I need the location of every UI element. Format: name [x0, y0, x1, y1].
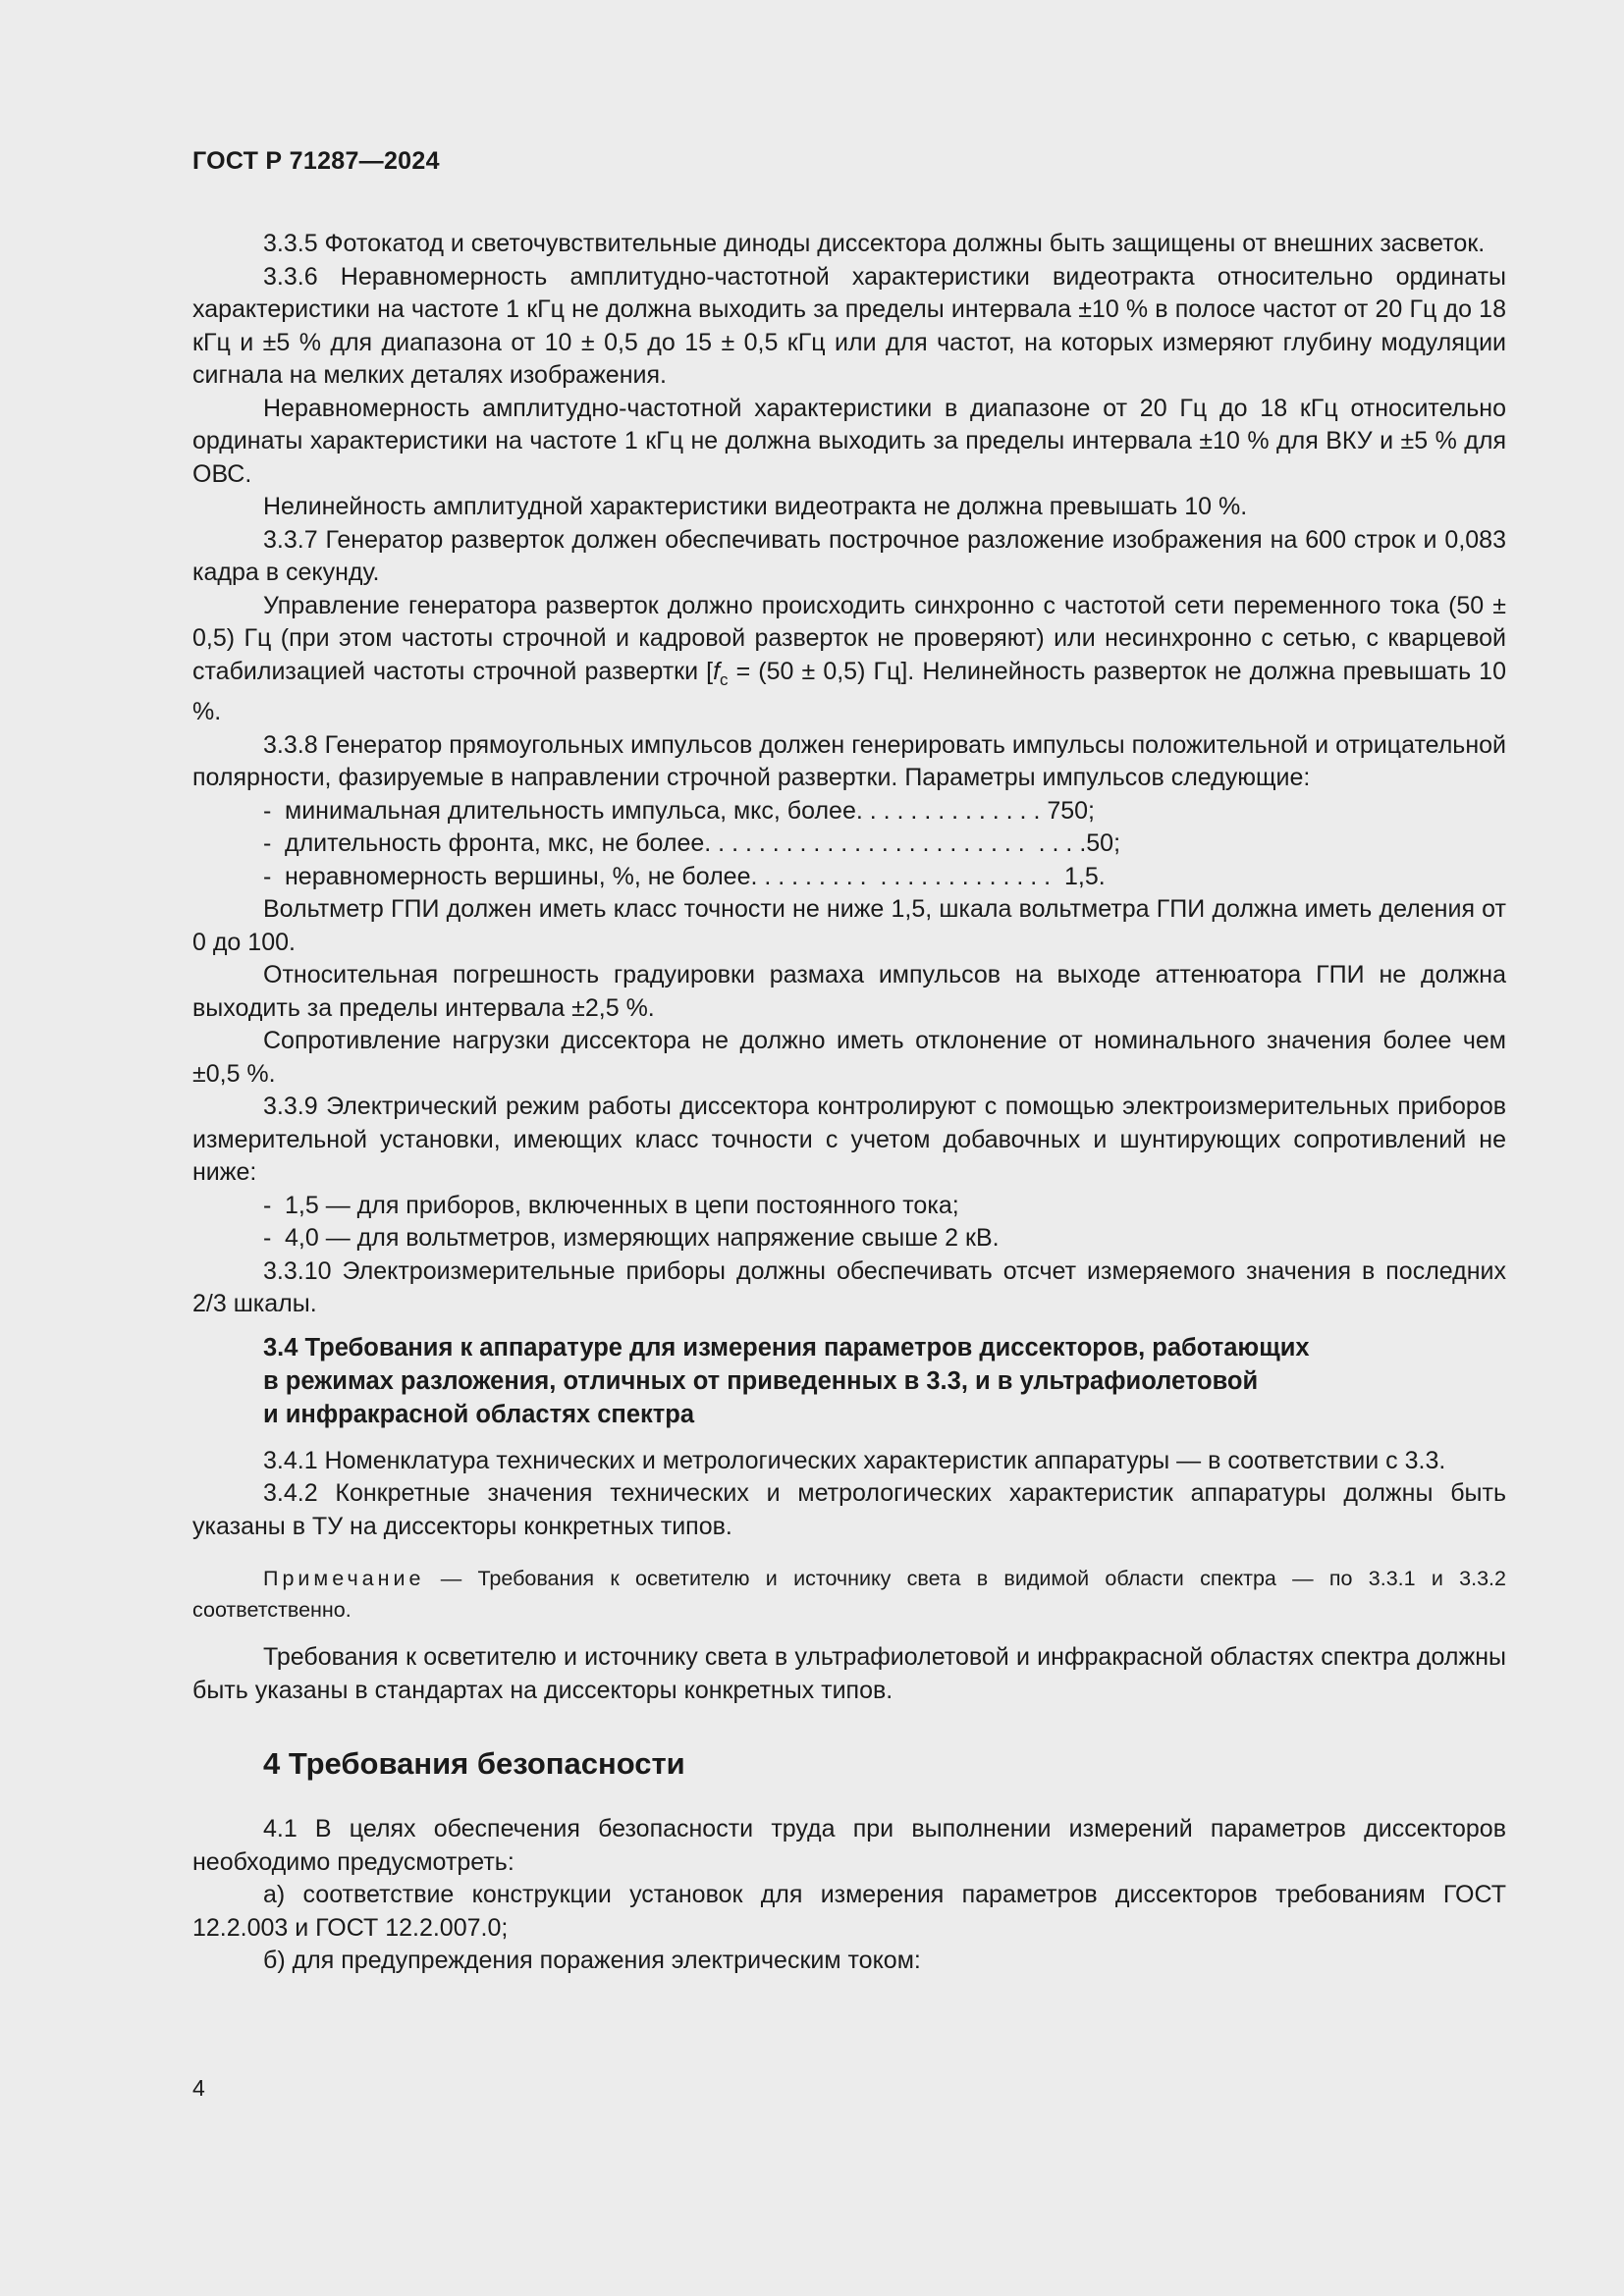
list-item-text: неравномерность вершины, %, не более. . . . . . . . . . . . . . . . . . . . . . 1,5. — [285, 862, 1106, 890]
list-item-text: 1,5 — для приборов, включенных в цепи постоянного тока; — [285, 1191, 959, 1219]
list-item: - 1,5 — для приборов, включенных в цепи постоянного тока; — [263, 1191, 959, 1219]
section-3-4-heading-line: и инфракрасной областях спектра — [263, 1400, 695, 1428]
paragraph-4-1-b: б) для предупреждения поражения электрическим током: — [263, 1947, 921, 1974]
paragraph-voltmeter: Вольтметр ГПИ должен иметь класс точности не ниже 1,5, шкала вольтметра ГПИ должна иметь деления от 0 до 100. — [192, 895, 1506, 956]
sync-text-before: Управление генератора разверток должно происходить синхронно с частотой сети переменного тока (50 ± 0,5) Гц (при этом частоты строчной и кадровой разверток не проверяют) или несинхронно с сетью, с кварцевой стабилизацией частоты строчной развертки [ — [192, 591, 1506, 685]
section-3-4-heading — [263, 1331, 1506, 1431]
paragraph-sync-control — [192, 590, 1506, 729]
page-number: 4 — [192, 2075, 205, 2101]
sync-text-after: = (50 ± 0,5) Гц]. Нелинейность разверток не должна превышать 10 %. — [192, 657, 1506, 725]
document-body — [192, 228, 1506, 1978]
paragraph-3-3-8: 3.3.8 Генератор прямоугольных импульсов должен генерировать импульсы положительной и отрицательной полярности, фазируемые в направлении строчной развертки. Параметры импульсов следующие: — [192, 730, 1506, 791]
list-item: - неравномерность вершины, %, не более. . . . . . . . . . . . . . . . . . . . . . 1,5. — [263, 862, 1106, 890]
document-code-header: ГОСТ Р 71287—2024 — [192, 147, 440, 175]
paragraph-4-1-a: а) соответствие конструкции установок для измерения параметров диссекторов требованиям ГОСТ 12.2.003 и ГОСТ 12.2.007.0; — [192, 1881, 1506, 1942]
paragraph-attenuator-error: Относительная погрешность градуировки размаха импульсов на выходе аттенюатора ГПИ не должна выходить за пределы интервала ±2,5 %. — [192, 961, 1506, 1022]
list-item: - 4,0 — для вольтметров, измеряющих напряжение свыше 2 кВ. — [263, 1224, 1000, 1252]
paragraph-3-3-6: 3.3.6 Неравномерность амплитудно-частотной характеристики видеотракта относительно ординаты характеристики на частоте 1 кГц не должна выходить за пределы интервала ±10 % в полосе частот от 20 Гц до 18 кГц и ±5 % для диапазона от 10 ± 0,5 до 15 ± 0,5 кГц или для частот, на которых измеряют глубину модуляции сигнала на мелких деталях изображения. — [192, 262, 1506, 389]
list-item-text: 4,0 — для вольтметров, измеряющих напряжение свыше 2 кВ. — [285, 1224, 1000, 1252]
section-3-4-heading-line: 3.4 Требования к аппаратуре для измерения параметров диссекторов, работающих — [263, 1333, 1310, 1362]
paragraph-3-3-5: 3.3.5 Фотокатод и светочувствительные диноды диссектора должны быть защищены от внешних засветок. — [263, 230, 1486, 257]
paragraph-uv-ir-requirements: Требования к осветителю и источнику света в ультрафиолетовой и инфракрасной областях спектра должны быть указаны в стандартах на диссекторы конкретных типов. — [192, 1643, 1506, 1704]
frequency-symbol: f — [713, 657, 721, 685]
note — [192, 1563, 1506, 1626]
paragraph-4-1: 4.1 В целях обеспечения безопасности труда при выполнении измерений параметров диссекторов необходимо предусмотреть: — [192, 1815, 1506, 1876]
note-text: — Требования к осветителю и источнику света в видимой области спектра — по 3.3.1 и 3.3.2 соответственно. — [192, 1567, 1506, 1622]
list-item-text: длительность фронта, мкс, не более. . . . . . . . . . . . . . . . . . . . . . . . . . . .50; — [285, 829, 1121, 857]
list-item-text: минимальная длительность импульса, мкс, более. . . . . . . . . . . . . . 750; — [285, 796, 1095, 825]
note-label: Примечание — [263, 1567, 425, 1590]
list-item: - минимальная длительность импульса, мкс, более. . . . . . . . . . . . . . 750; — [263, 796, 1095, 825]
paragraph-nonlinearity: Нелинейность амплитудной характеристики видеотракта не должна превышать 10 %. — [263, 493, 1248, 520]
paragraph-3-3-10: 3.3.10 Электроизмерительные приборы должны обеспечивать отсчет измеряемого значения в последних 2/3 шкалы. — [192, 1256, 1506, 1317]
paragraph-load-resistance: Сопротивление нагрузки диссектора не должно иметь отклонение от номинального значения более чем ±0,5 %. — [192, 1027, 1506, 1088]
frequency-subscript: c — [720, 669, 729, 689]
section-3-4-heading-line: в режимах разложения, отличных от приведенных в 3.3, и в ультрафиолетовой — [263, 1366, 1259, 1395]
paragraph-3-3-7: 3.3.7 Генератор разверток должен обеспечивать построчное разложение изображения на 600 строк и 0,083 кадра в секунду. — [192, 525, 1506, 586]
section-4-heading: 4 Требования безопасности — [263, 1746, 685, 1781]
paragraph-afc-nonuniformity: Неравномерность амплитудно-частотной характеристики в диапазоне от 20 Гц до 18 кГц относительно ординаты характеристики на частоте 1 кГц не должна выходить за пределы интервала ±10 % для ВКУ и ±5 % для ОВС. — [192, 394, 1506, 488]
paragraph-3-4-1: 3.4.1 Номенклатура технических и метрологических характеристик аппаратуры — в соответствии с 3.3. — [263, 1446, 1446, 1474]
paragraph-3-4-2: 3.4.2 Конкретные значения технических и метрологических характеристик аппаратуры должны быть указаны в ТУ на диссекторы конкретных типов. — [192, 1479, 1506, 1540]
paragraph-3-3-9: 3.3.9 Электрический режим работы диссектора контролируют с помощью электроизмерительных приборов измерительной установки, имеющих класс точности с учетом добавочных и шунтирующих сопротивлений не ниже: — [192, 1093, 1506, 1186]
list-item: - длительность фронта, мкс, не более. . . . . . . . . . . . . . . . . . . . . . . . . . . .50; — [263, 829, 1121, 857]
